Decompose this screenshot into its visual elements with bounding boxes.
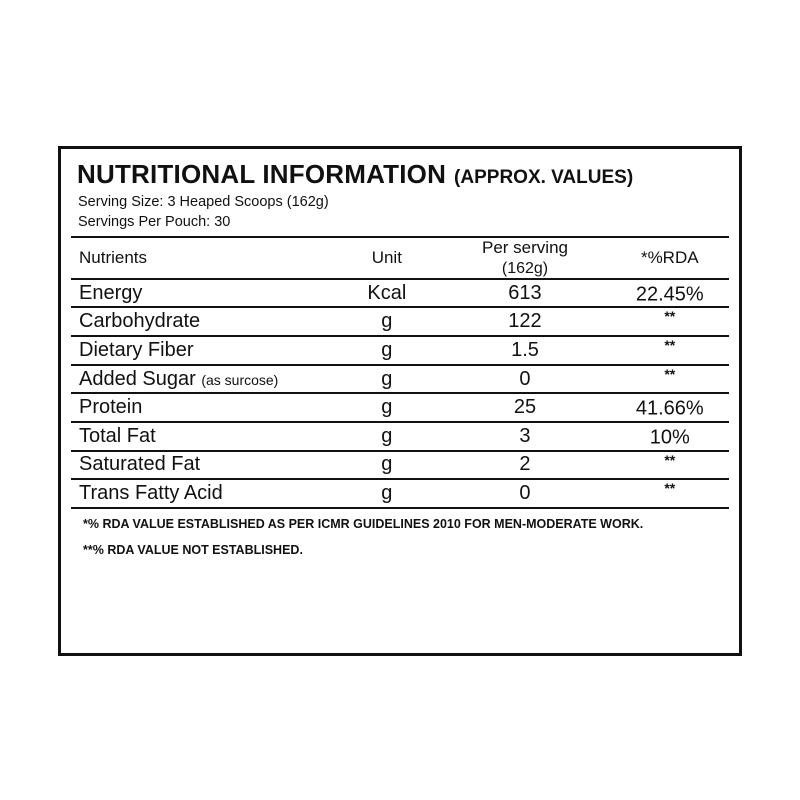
nutrient-rda xyxy=(611,307,729,336)
nutrient-per-serving: 1.5 xyxy=(439,336,610,365)
nutrient-unit: g xyxy=(334,479,439,507)
nutrient-name-text: Trans Fatty Acid xyxy=(79,482,223,505)
nutrient-name xyxy=(71,336,334,365)
nutrient-rda xyxy=(611,365,729,394)
table-row xyxy=(71,336,729,365)
nutrient-rda-stars: ** xyxy=(664,365,676,382)
nutrient-name-text: Dietary Fiber xyxy=(79,338,194,361)
nutrient-rda xyxy=(611,479,729,507)
nutrient-per-serving: 2 xyxy=(439,451,610,480)
table-row xyxy=(71,451,729,480)
footnote-rda-established: *% RDA VALUE ESTABLISHED AS PER ICMR GUIDELINES 2010 FOR MEN-MODERATE WORK. xyxy=(83,516,644,531)
nutrient-rda-value: 22.45% xyxy=(635,283,704,306)
nutrient-name xyxy=(71,393,334,422)
nutrient-rda xyxy=(611,279,729,308)
nutrient-name-note: (as surcose) xyxy=(201,371,279,388)
nutrient-name xyxy=(71,451,334,480)
column-header-per-serving-label: Per serving xyxy=(482,238,568,258)
nutrient-per-serving: 3 xyxy=(439,422,610,451)
nutrient-unit: g xyxy=(334,336,439,365)
panel-inner xyxy=(71,157,729,645)
nutrition-facts-panel xyxy=(58,146,742,656)
nutrient-name-text: Energy xyxy=(79,281,143,304)
panel-title xyxy=(71,159,729,190)
nutrient-rda xyxy=(611,422,729,451)
nutrient-unit: g xyxy=(334,393,439,422)
nutrient-name-text: Protein xyxy=(79,396,143,419)
nutrient-rda-stars: ** xyxy=(664,451,676,468)
nutrient-rda-value: 41.66% xyxy=(635,397,704,420)
title-approx-values-text: (APPROX. VALUES) xyxy=(454,167,634,188)
nutrient-rda-value: 10% xyxy=(649,426,690,449)
nutrient-unit: Kcal xyxy=(334,279,439,308)
nutrient-per-serving: 25 xyxy=(439,393,610,422)
column-header-nutrients: Nutrients xyxy=(71,237,334,279)
table-row xyxy=(71,479,729,507)
nutrient-rda xyxy=(611,393,729,422)
nutrient-name xyxy=(71,365,334,394)
nutrient-unit: g xyxy=(334,422,439,451)
footnotes xyxy=(71,507,729,559)
table-row xyxy=(71,307,729,336)
table-row xyxy=(71,422,729,451)
column-header-unit: Unit xyxy=(334,237,439,279)
nutrient-name-text: Added Sugar xyxy=(79,367,196,390)
nutrient-name xyxy=(71,279,334,308)
nutrient-per-serving: 122 xyxy=(439,307,610,336)
column-header-per-serving xyxy=(439,237,610,279)
table-row xyxy=(71,279,729,308)
serving-info xyxy=(71,193,729,232)
nutrient-rda-stars: ** xyxy=(664,308,676,325)
nutrient-name xyxy=(71,307,334,336)
nutrient-name xyxy=(71,422,334,451)
title-main-text: NUTRITIONAL INFORMATION xyxy=(77,159,447,189)
nutrient-rda xyxy=(611,451,729,480)
nutrition-table xyxy=(71,236,729,507)
column-header-rda: *%RDA xyxy=(611,237,729,279)
nutrient-per-serving: 0 xyxy=(439,365,610,394)
servings-per-pouch-text: Servings Per Pouch: 30 xyxy=(78,213,231,230)
nutrient-per-serving: 0 xyxy=(439,479,610,507)
nutrient-name-text: Carbohydrate xyxy=(79,310,201,333)
nutrient-name-text: Total Fat xyxy=(79,424,156,447)
nutrient-unit: g xyxy=(334,307,439,336)
nutrient-unit: g xyxy=(334,451,439,480)
nutrient-rda-stars: ** xyxy=(664,337,676,354)
nutrient-name xyxy=(71,479,334,507)
table-body xyxy=(71,279,729,507)
nutrient-unit: g xyxy=(334,365,439,394)
column-header-per-serving-weight: (162g) xyxy=(501,259,549,277)
table-header-row xyxy=(71,237,729,279)
nutrient-rda-stars: ** xyxy=(664,480,676,497)
table-row xyxy=(71,365,729,394)
footnote-rda-not-established: **% RDA VALUE NOT ESTABLISHED. xyxy=(83,543,303,558)
nutrient-per-serving: 613 xyxy=(439,279,610,308)
nutrient-name-text: Saturated Fat xyxy=(79,453,201,476)
nutrient-rda xyxy=(611,336,729,365)
serving-size-text: Serving Size: 3 Heaped Scoops (162g) xyxy=(78,194,329,210)
table-row xyxy=(71,393,729,422)
